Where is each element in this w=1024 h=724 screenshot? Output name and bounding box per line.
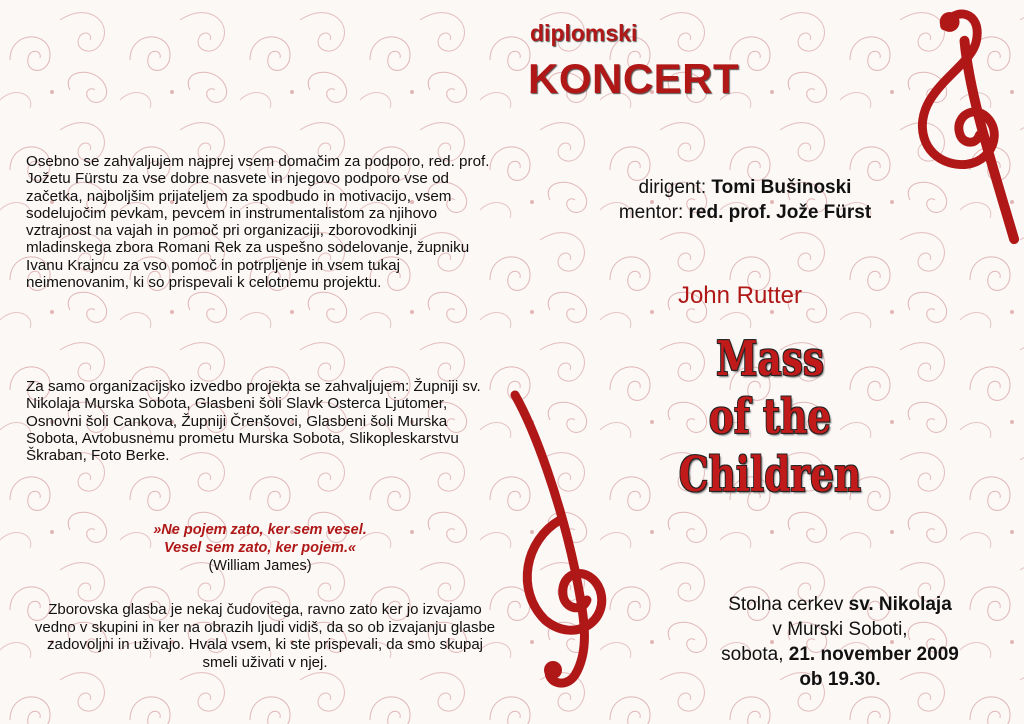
- thanks-paragraph-1: Osebno se zahvaljujem najprej vsem domačim za podporo, red. prof. Jožetu Fürstu za vse dobre nasvete in njegovo podporo vse od začetka, najboljšim prijateljem za spodbudo in motivacijo, vsem sodelujočim pevkam, pevcem in instrumentalistom za njihovo vztrajnost na vajah in pomoč pri organizaciji, zborovodkinji mladinskega zbora Romani Rek za uspešno sodelovanje, župniku Ivanu Krajncu za vso pomoč in potrpljenje in vsem tukaj neimenovanim, ki so prispevali k celotnemu projektu.: [26, 153, 490, 292]
- venue-saint: sv. Nikolaja: [848, 594, 952, 615]
- composer-name: John Rutter: [677, 282, 803, 309]
- quote-line-2: Vesel sem zato, ker pojem.«: [163, 540, 357, 556]
- work-title-line-2: of the Children: [678, 389, 862, 503]
- concert-subtitle: diplomski: [530, 20, 638, 46]
- quote-author: (William James): [208, 558, 312, 574]
- closing-paragraph: Zborovska glasba je nekaj čudovitega, ravno zato ker jo izvajamo vedno v skupini in ker na obrazih ljudi vidiš, da so ob izvajanju glasbe zadovoljni in uživajo. Hvala vsem, ki ste prispevali, da smo skupaj smeli uživati v njej.: [34, 601, 496, 671]
- quote-block: [60, 521, 460, 575]
- conductor-line: [575, 175, 915, 200]
- work-title: [637, 330, 902, 504]
- venue-line-1: [690, 592, 990, 617]
- mentor-line: [575, 200, 915, 225]
- venue-line-2: v Murski Soboti,: [772, 619, 908, 640]
- concert-date: 21. november 2009: [788, 644, 959, 665]
- quote-line-1: »Ne pojem zato, ker sem vesel.: [153, 522, 367, 538]
- treble-clef-icon-top: [905, 5, 1024, 260]
- thanks-paragraph-2: Za samo organizacijsko izvedbo projekta se zahvaljujem: Župniji sv. Nikolaja Murska Sobota, Glasbeni šoli Slavk Osterca Ljutomer, Osnovni šoli Cankova, Župniji Črenšovci, Glasbeni šoli Murska Sobota, Avtobusnemu prometu Murska Sobota, Slikopleskarstvu Škraban, Foto Berke.: [26, 378, 481, 465]
- concert-time: ob 19.30.: [799, 669, 881, 690]
- conductor-name: Tomi Bušinoski: [711, 177, 852, 198]
- mentor-label: mentor:: [618, 202, 684, 223]
- conductor-label: dirigent:: [638, 177, 707, 198]
- venue-church: Stolna cerkev: [728, 594, 844, 615]
- date-line: [690, 642, 990, 667]
- time-line: [690, 667, 990, 692]
- venue-block: [690, 592, 990, 692]
- work-title-line-1: Mass: [716, 331, 824, 387]
- credits-block: [575, 175, 915, 225]
- mentor-name: red. prof. Jože Fürst: [688, 202, 872, 223]
- treble-clef-icon-middle: [505, 390, 625, 690]
- date-prefix: sobota,: [721, 644, 784, 665]
- concert-title: KONCERT: [528, 55, 740, 102]
